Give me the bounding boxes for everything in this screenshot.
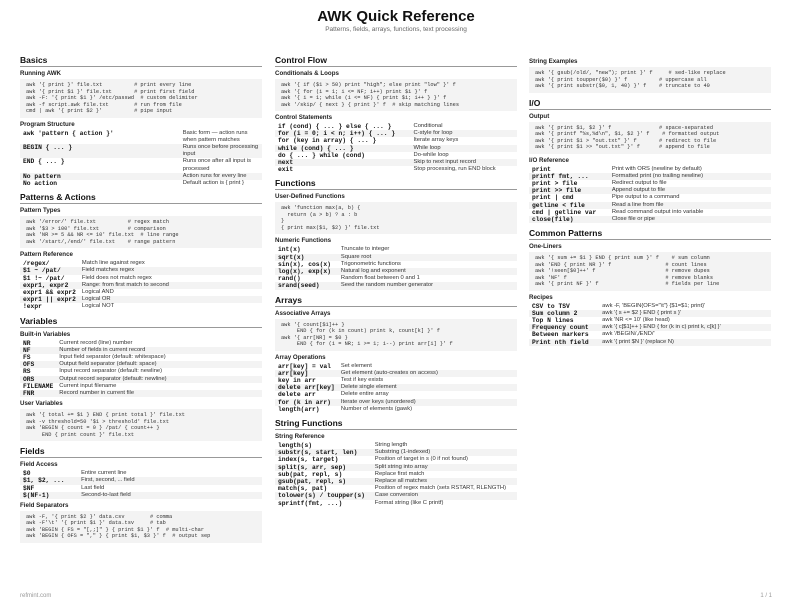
row-description: Truncate to integer	[340, 246, 390, 253]
row-syntax: awk 'pattern { action }'	[23, 129, 114, 137]
row-syntax: length(s)	[278, 442, 313, 450]
page-header	[0, 8, 792, 34]
section-heading: Control Flow	[275, 55, 517, 67]
table-row	[275, 246, 517, 253]
row-syntax: $(NF-1)	[20, 492, 78, 499]
table-row	[275, 254, 517, 261]
table-row	[529, 202, 771, 209]
section-heading: Fields	[20, 446, 262, 458]
table-row	[529, 180, 771, 187]
row-syntax: print | cmd	[532, 194, 574, 202]
row-description: Trigonometric functions	[340, 260, 401, 267]
table-row	[529, 194, 771, 201]
section-heading: Common Patterns	[529, 228, 771, 240]
row-description: Runs once before processing input	[180, 144, 262, 158]
row-syntax: END { ... }	[23, 158, 65, 166]
row-syntax: arr[key] = val	[278, 362, 331, 370]
row-syntax: split(s, arr, sep)	[275, 464, 372, 471]
row-syntax: FILENAME	[23, 382, 54, 390]
row-description: Read a line from file	[609, 202, 771, 209]
row-description: Replace first match	[374, 470, 425, 477]
table-row	[20, 173, 262, 180]
reference-table	[275, 363, 517, 413]
row-description: Pipe output to a command	[611, 194, 680, 201]
row-description: Do-while loop	[413, 151, 449, 158]
table-row	[529, 166, 771, 173]
subsection-heading: Associative Arrays	[275, 309, 331, 317]
page-title: AWK Quick Reference	[317, 8, 475, 25]
table-row	[529, 331, 771, 338]
row-description: Split string into array	[372, 464, 517, 471]
subsection-heading: String Examples	[529, 58, 578, 65]
subsection-heading: Output	[529, 112, 550, 120]
row-description: Square root	[338, 254, 517, 261]
row-syntax: NF	[20, 347, 56, 354]
row-syntax: Top N lines	[532, 317, 574, 325]
row-syntax: next	[275, 159, 411, 166]
table-row	[275, 391, 517, 398]
row-description: Position of regex match (sets RSTART, RLENGTH)	[374, 485, 507, 492]
row-description: First, second, ... field	[78, 477, 262, 484]
row-description: Format string (like C printf)	[374, 499, 444, 506]
table-row	[529, 339, 771, 346]
row-description: Random float between 0 and 1	[340, 275, 420, 282]
row-syntax: getline < file	[529, 202, 609, 209]
row-description: Output field separator (default: space)	[56, 361, 262, 368]
table-row	[275, 159, 517, 166]
subsection-heading: Pattern Types	[20, 207, 61, 215]
reference-table	[20, 260, 262, 310]
row-description: Runs once after all input is processed	[182, 158, 252, 172]
code-block: awk 'function max(a, b) { return (a > b) ? a : b } { print max($1, $2) }' file.txt	[275, 202, 517, 234]
row-syntax: key in arr	[278, 377, 316, 385]
table-row	[275, 137, 517, 144]
table-row	[529, 209, 771, 216]
row-syntax: ORS	[20, 376, 56, 383]
footer-site: refmint.com	[20, 593, 52, 599]
row-syntax: expr1, expr2	[20, 282, 79, 289]
table-row	[275, 500, 517, 507]
table-row	[529, 324, 771, 331]
row-syntax: int(x)	[278, 246, 301, 254]
row-syntax: match(s, pat)	[278, 485, 328, 493]
row-description: Current input filename	[59, 382, 117, 389]
row-description: Redirect output to file	[611, 179, 667, 186]
footer-page: 1 / 1	[760, 593, 772, 599]
column-middle	[275, 55, 517, 507]
section-heading: String Functions	[275, 418, 517, 430]
row-syntax: srand(seed)	[275, 282, 338, 289]
table-row	[20, 130, 262, 144]
table-row	[275, 268, 517, 275]
table-row	[529, 173, 771, 180]
table-row	[275, 464, 517, 471]
reference-table	[529, 303, 771, 346]
row-syntax: do { ... } while (cond)	[278, 151, 365, 159]
row-description: Delete single element	[338, 384, 517, 391]
table-row	[20, 376, 262, 383]
row-description: String length	[374, 442, 408, 449]
code-block: awk '/error/' file.txt # regex match awk '$3 > 100' file.txt # comparison awk 'NR >= 5 && NR <= 10' file.txt # line range awk '/start/,/end/' file.txt # range pattern	[20, 216, 262, 248]
table-row	[275, 123, 517, 130]
row-description: Logical NOT	[81, 303, 115, 310]
row-description: Position of target in s (0 if not found)	[374, 456, 468, 463]
section-heading: I/O	[529, 98, 771, 110]
row-description: Case conversion	[372, 492, 517, 499]
table-row	[275, 471, 517, 478]
row-description: Print with ORS (newline by default)	[611, 165, 702, 172]
row-description: Field does not match regex	[81, 274, 152, 281]
subsection-heading: I/O Reference	[529, 156, 569, 164]
table-row	[275, 449, 517, 456]
row-syntax: sqrt(x)	[275, 254, 338, 261]
subsection-heading: Control Statements	[275, 114, 333, 121]
row-description: Read command output into variable	[611, 208, 704, 215]
row-syntax: $1 !~ /pat/	[23, 274, 65, 282]
row-description: Output record separator (default: newline)	[56, 376, 262, 383]
row-syntax: /regex/	[23, 260, 50, 268]
row-description: Field matches regex	[79, 267, 262, 274]
row-description: C-style for loop	[411, 130, 517, 137]
row-syntax: $NF	[23, 484, 35, 492]
row-syntax: BEGIN { ... }	[20, 144, 180, 158]
subsection-heading: Pattern Reference	[20, 251, 73, 259]
column-right	[529, 55, 771, 346]
section-heading: Basics	[20, 55, 262, 67]
row-syntax: sub(pat, repl, s)	[278, 470, 343, 478]
row-syntax: Print nth field	[529, 339, 599, 346]
table-row	[275, 485, 517, 492]
table-row	[20, 180, 262, 187]
row-description: Number of fields in current record	[56, 347, 262, 354]
row-syntax: substr(s, start, len)	[275, 449, 372, 456]
row-syntax: while (cond) { ... }	[275, 145, 411, 152]
row-syntax: printf fmt, ...	[529, 173, 609, 180]
table-row	[20, 485, 262, 492]
row-description: Default action is { print }	[182, 179, 244, 186]
row-syntax: FS	[23, 353, 31, 361]
page-subtitle: Patterns, fields, arrays, functions, text processing	[325, 26, 467, 33]
reference-table	[20, 470, 262, 499]
table-row	[20, 477, 262, 484]
row-description: Test if key exists	[340, 377, 384, 384]
row-description: Skip to next input record	[411, 159, 517, 166]
table-row	[275, 456, 517, 463]
row-description: Logical OR	[79, 296, 262, 303]
table-row	[529, 310, 771, 317]
table-row	[275, 478, 517, 485]
row-syntax: sprintf(fmt, ...)	[278, 499, 343, 507]
row-syntax: tolower(s) / toupper(s)	[275, 492, 372, 499]
row-syntax: cmd | getline var	[532, 208, 597, 216]
code-block: awk '{ gsub(/old/, "new"); print }' f # sed-like replace awk '{ print toupper($0) }' f # uppercase all awk '{ print substr($0, 1, 40) }' f # truncate to 40	[529, 67, 771, 93]
reference-table	[529, 166, 771, 224]
row-description: Basic form — action runs when pattern matches	[182, 129, 248, 143]
row-description: Input field separator (default: whitespace)	[59, 353, 166, 360]
row-syntax: delete arr[key]	[275, 384, 338, 391]
table-row	[20, 289, 262, 296]
row-description: Replace all matches	[372, 478, 517, 485]
table-row	[20, 361, 262, 368]
row-syntax: !expr	[23, 303, 42, 311]
row-syntax: for (k in arr)	[275, 399, 338, 406]
table-row	[20, 368, 262, 375]
reference-table	[275, 123, 517, 173]
row-description: Natural log and exponent	[338, 268, 517, 275]
row-description: Last field	[81, 484, 105, 491]
row-description: awk 'NR <= 10' (like head)	[602, 317, 670, 324]
row-syntax: log(x), exp(x)	[275, 268, 338, 275]
row-description: Substring (1-indexed)	[372, 449, 517, 456]
table-row	[20, 383, 262, 390]
table-row	[275, 399, 517, 406]
row-description: awk '{ print $N }' (replace N)	[599, 339, 771, 346]
row-description: Iterate over keys (unordered)	[338, 399, 517, 406]
row-syntax: FNR	[20, 390, 56, 397]
subsection-heading: Running AWK	[20, 70, 62, 77]
row-syntax: No pattern	[20, 173, 180, 180]
code-block: awk '{ sum += $1 } END { print sum }' f # sum column awk 'END { print NR }' f # count lines awk '!seen[$0]++' f # remove dupes awk 'NF' f # remove blanks awk '{ print NF }' f # fields per line	[529, 252, 771, 291]
subsection-heading: Built-in Variables	[20, 330, 71, 338]
row-description: Current record (line) number	[59, 339, 133, 346]
table-row	[20, 347, 262, 354]
subsection-heading: Program Structure	[20, 120, 75, 128]
code-block: awk '{ if ($1 > 50) print "high"; else print "low" }' f awk '{ for (i = 1; i <= NF; i++) print $i }' f awk '{ i = 1; while (i <= NF) { print $i; i++ } }' f awk '/skip/ { next } { print }' f # skip matching lines	[275, 79, 517, 111]
table-row	[20, 470, 262, 477]
row-description: awk '/BEGIN/,/END/'	[602, 331, 655, 338]
row-description: Number of elements (gawk)	[340, 405, 413, 412]
row-syntax: rand()	[278, 275, 301, 283]
row-syntax: arr[key]	[275, 370, 338, 377]
row-syntax: CSV to TSV	[532, 302, 570, 310]
code-block: awk '{ count[$1]++ } END { for (k in count) print k, count[k] }' f awk '{ arr[NR] = $0 } END { for (i = NR; i >= 1; i--) print arr[i] }' f	[275, 319, 517, 351]
row-syntax: Frequency count	[529, 324, 599, 331]
row-syntax: Sum column 2	[529, 310, 599, 317]
table-row	[275, 442, 517, 449]
table-row	[529, 303, 771, 310]
row-syntax: print	[532, 165, 551, 173]
subsection-heading: User-Defined Functions	[275, 193, 345, 201]
row-syntax: delete arr	[278, 391, 316, 399]
row-description: Conditional	[413, 123, 443, 129]
table-row	[275, 145, 517, 152]
row-syntax: exit	[278, 166, 294, 174]
table-row	[20, 282, 262, 289]
row-description: Match line against regex	[81, 260, 145, 267]
subsection-heading: Field Access	[20, 461, 58, 469]
table-row	[275, 370, 517, 377]
row-description: Logical AND	[81, 288, 114, 295]
table-row	[20, 260, 262, 267]
row-description: Close file or pipe	[609, 216, 771, 223]
row-description: Get element (auto-creates on access)	[338, 370, 517, 377]
subsection-heading: Numeric Functions	[275, 237, 332, 245]
table-row	[20, 390, 262, 397]
section-heading: Arrays	[275, 295, 517, 307]
subsection-heading: Conditionals & Loops	[275, 70, 339, 77]
row-syntax: OFS	[20, 361, 56, 368]
row-syntax: expr1 || expr2	[20, 296, 79, 303]
subsection-heading: One-Liners	[529, 243, 562, 251]
row-syntax: for (key in array) { ... }	[278, 137, 377, 145]
row-syntax: if (cond) { ... } else { ... }	[278, 123, 392, 130]
column-left	[20, 55, 262, 543]
row-syntax: RS	[23, 368, 31, 376]
table-row	[20, 492, 262, 499]
code-block: awk '{ total += $1 } END { print total }' file.txt awk -v threshold=50 '$1 > threshold' file.txt awk 'BEGIN { count = 0 } /pat/ { count++ } END { print count }' file.txt	[20, 409, 262, 441]
row-description: Record number in current file	[56, 390, 262, 397]
row-description: Iterate array keys	[413, 137, 459, 144]
row-description: While loop	[411, 145, 517, 152]
code-block: awk '{ print }' file.txt # print every line awk '{ print $1 }' file.txt # print first field awk -F: '{ print $1 }' /etc/passwd # custom delimiter awk -f script.awk file.txt # run from file cmd | awk '{ print $2 }' # pipe input	[20, 79, 262, 118]
section-heading: Functions	[275, 178, 517, 190]
row-syntax: gsub(pat, repl, s)	[275, 478, 372, 485]
table-row	[20, 158, 262, 172]
table-row	[20, 275, 262, 282]
row-syntax: expr1 && expr2	[23, 288, 76, 296]
code-block: awk '{ print $1, $2 }' f # space-separated awk '{ printf "%s,%d\n", $1, $2 }' f # formatted output awk '{ print $1 > "out.txt" }' f # redirect to file awk '{ print $1 >> "out.txt" }' f # append to file	[529, 122, 771, 154]
table-row	[20, 144, 262, 158]
table-row	[275, 384, 517, 391]
table-row	[275, 152, 517, 159]
row-syntax: print >> file	[529, 187, 609, 194]
table-row	[20, 354, 262, 361]
table-row	[529, 187, 771, 194]
row-syntax: index(s, target)	[278, 456, 339, 464]
row-syntax: Between markers	[532, 331, 589, 339]
table-row	[275, 377, 517, 384]
table-row	[20, 303, 262, 310]
row-description: Seed the random number generator	[338, 282, 517, 289]
row-description: awk '{ c[$1]++ } END { for (k in c) print k, c[k] }'	[599, 324, 771, 331]
row-syntax: $0	[23, 470, 31, 478]
table-row	[20, 296, 262, 303]
table-row	[529, 317, 771, 324]
code-block: awk -F, '{ print $2 }' data.csv # comma awk -F'\t' '{ print $1 }' data.tsv # tab awk 'BEGIN { FS = "[,;]" } { print $1 }' f # multi-char awk 'BEGIN { OFS = "," } { print $1, $3 }' f # output sep	[20, 511, 262, 543]
reference-table	[20, 340, 262, 398]
reference-table	[275, 442, 517, 507]
table-row	[275, 261, 517, 268]
row-syntax: $1, $2, ...	[20, 477, 78, 484]
section-heading: Variables	[20, 316, 262, 328]
table-row	[275, 363, 517, 370]
row-description: Range: from first match to second	[79, 282, 262, 289]
row-description: Entire current line	[81, 470, 127, 477]
row-description: Delete entire array	[340, 391, 389, 398]
row-syntax: print > file	[532, 179, 578, 187]
table-row	[275, 282, 517, 289]
table-row	[275, 275, 517, 282]
subsection-heading: Field Separators	[20, 501, 69, 509]
row-syntax: No action	[23, 179, 58, 187]
row-description: Action runs for every line	[180, 173, 262, 180]
row-syntax: for (i = 0; i < n; i++) { ... }	[275, 130, 411, 137]
row-syntax: $1 ~ /pat/	[20, 267, 79, 274]
row-description: Set element	[340, 362, 372, 369]
row-description: awk -F, 'BEGIN{OFS="\t"} {$1=$1; print}'	[602, 302, 706, 309]
row-description: Second-to-last field	[78, 492, 262, 499]
table-row	[275, 130, 517, 137]
row-syntax: length(arr)	[278, 405, 320, 413]
row-description: Formatted print (no trailing newline)	[609, 173, 771, 180]
row-description: Input record separator (default: newline)	[59, 368, 163, 375]
subsection-heading: Array Operations	[275, 353, 326, 361]
row-syntax: sin(x), cos(x)	[278, 260, 331, 268]
table-row	[20, 340, 262, 347]
row-syntax: NR	[23, 339, 31, 347]
row-description: Stop processing, run END block	[413, 166, 496, 173]
reference-table	[20, 130, 262, 188]
row-description: awk '{ s += $2 } END { print s }'	[599, 310, 771, 317]
table-row	[529, 216, 771, 223]
subsection-heading: Recipes	[529, 293, 553, 301]
row-syntax: close(file)	[529, 216, 609, 223]
table-row	[275, 492, 517, 499]
row-description: Append output to file	[609, 187, 771, 194]
subsection-heading: User Variables	[20, 400, 63, 408]
reference-table	[275, 246, 517, 289]
section-heading: Patterns & Actions	[20, 192, 262, 204]
table-row	[20, 267, 262, 274]
table-row	[275, 166, 517, 173]
subsection-heading: String Reference	[275, 433, 325, 441]
table-row	[275, 406, 517, 413]
